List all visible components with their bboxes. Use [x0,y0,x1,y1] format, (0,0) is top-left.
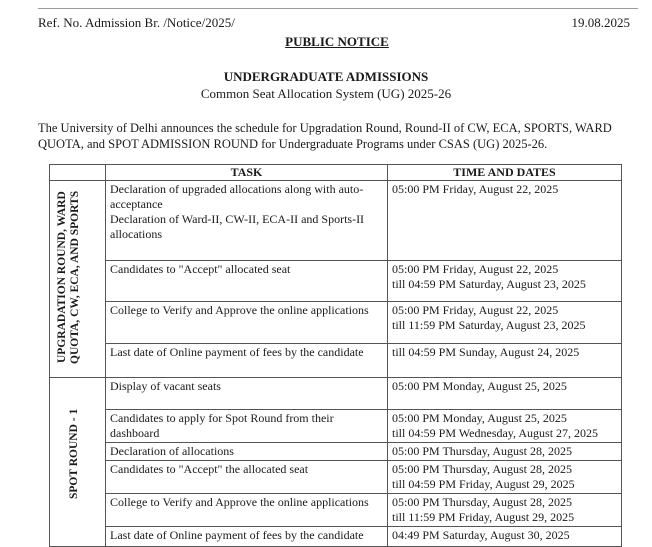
time-text: 05:00 PM Friday, August 22, 2025 [392,182,559,196]
table-row [50,461,622,494]
task-column-header: TASK [106,165,388,181]
time-text: till 04:59 PM Wednesday, August 27, 2025 [392,426,599,440]
time-text: 04:49 PM Saturday, August 30, 2025 [392,528,570,542]
header-blank-cell [50,165,106,181]
page-subheading: Common Seat Allocation System (UG) 2025-26 [200,86,452,101]
time-column-header: TIME AND DATES [388,165,622,181]
task-text: Candidates to "Accept" the allocated seat [110,462,309,476]
task-cell [106,443,388,461]
time-cell [388,410,622,443]
page-heading: UNDERGRADUATE ADMISSIONS [223,69,429,84]
reference-number: Ref. No. Admission Br. /Notice/2025/ [38,15,235,30]
time-text: 05:00 PM Friday, August 22, 2025 [392,261,559,276]
task-text: Display of vacant seats [110,379,221,393]
task-cell [106,181,388,261]
top-rule [38,8,638,9]
task-cell [106,494,388,527]
table-row [50,378,622,410]
task-text: Declaration of allocations [110,444,234,458]
time-cell [388,260,622,302]
task-text: Last date of Online payment of fees by the candidate [110,528,364,542]
time-text: till 11:59 PM Saturday, August 23, 2025 [392,318,586,333]
time-cell [388,443,622,461]
time-cell [388,494,622,527]
table-row [50,343,622,377]
task-text: College to Verify and Approve the online applications [110,495,369,509]
notice-title [0,34,652,50]
notice-title-text: PUBLIC NOTICE [285,34,389,49]
phase-label-cell [50,378,106,547]
time-cell [388,461,622,494]
task-text: Candidates to "Accept" allocated seat [110,261,291,276]
time-text: 05:00 PM Thursday, August 28, 2025 [392,462,573,476]
time-text: till 04:59 PM Sunday, August 24, 2025 [392,344,580,359]
task-text: Declaration of upgraded allocations along with auto-acceptance [110,182,364,211]
table-header-row [50,165,622,181]
phase-label-spot-round: SPOT ROUND - 1 [67,408,80,500]
time-cell [388,302,622,344]
time-cell [388,343,622,377]
phase-label-upgradation: UPGRADATION ROUND, WARD QUOTA, CW, ECA, AND SPORTS [55,190,81,364]
time-text: 05:00 PM Monday, August 25, 2025 [392,379,567,393]
task-cell [106,302,388,344]
time-text: 05:00 PM Thursday, August 28, 2025 [392,495,573,509]
table-row [50,527,622,547]
table-row [50,494,622,527]
task-text: Candidates to apply for Spot Round from their dashboard [110,411,334,440]
time-text: till 04:59 PM Friday, August 29, 2025 [392,477,575,491]
table-row [50,410,622,443]
table-row [50,181,622,261]
notice-date: 19.08.2025 [571,15,630,30]
task-cell [106,527,388,547]
time-cell [388,527,622,547]
time-cell [388,378,622,410]
time-text: till 04:59 PM Saturday, August 23, 2025 [392,276,586,291]
task-text: Declaration of Ward-II, CW-II, ECA-II and Sports-II allocations [110,212,365,241]
task-cell [106,378,388,410]
time-text: 05:00 PM Thursday, August 28, 2025 [392,444,573,458]
schedule-table [49,164,622,547]
time-text: 05:00 PM Monday, August 25, 2025 [392,411,567,425]
table-row [50,302,622,344]
task-text: College to Verify and Approve the online applications [110,303,369,318]
phase-label-cell [50,181,106,378]
task-cell [106,461,388,494]
task-cell [106,410,388,443]
time-text: 05:00 PM Friday, August 22, 2025 [392,303,559,318]
table-row [50,260,622,302]
task-cell [106,260,388,302]
time-cell [388,181,622,261]
table-row [50,443,622,461]
task-text: Last date of Online payment of fees by the candidate [110,344,364,359]
time-text: till 11:59 PM Friday, August 29, 2025 [392,510,575,524]
intro-paragraph: The University of Delhi announces the schedule for Upgradation Round, Round-II of CW, ECA, SPORTS, WARD QUOTA, and SPOT ADMISSION ROUND for Undergraduate Programs under CSAS (UG) 2025-26. [38,121,612,151]
task-cell [106,343,388,377]
